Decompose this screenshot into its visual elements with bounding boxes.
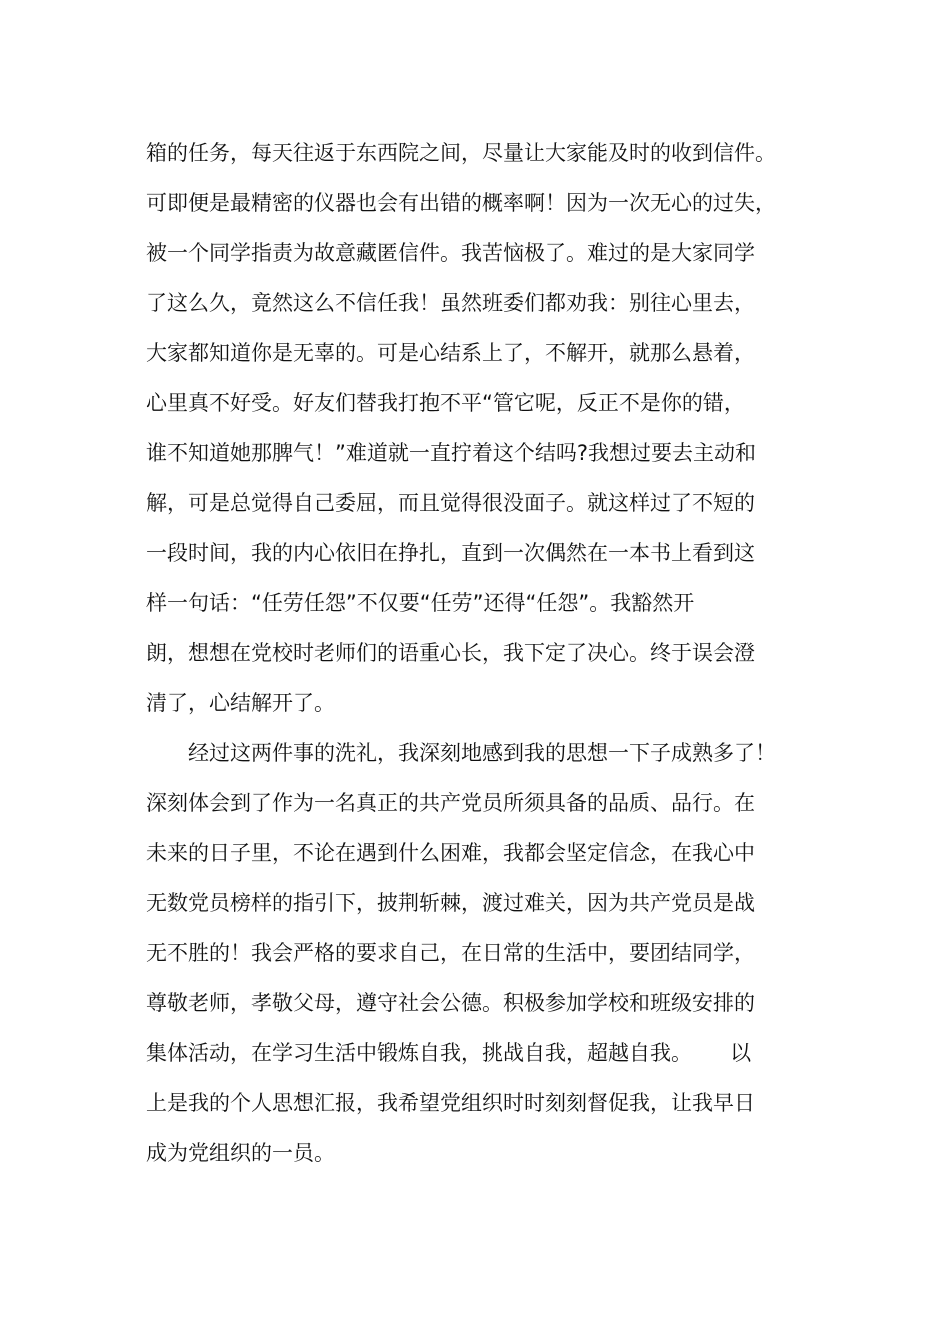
text-line: 了这么久，竟然这么不信任我！虽然班委们都劝我：别往心里去，: [146, 291, 755, 315]
text-line: 成为党组织的一员。: [146, 1141, 335, 1165]
text-line: 被一个同学指责为故意藏匿信件。我苦恼极了。难过的是大家同学: [146, 241, 755, 265]
text-line: 样一句话：“任劳任怨”不仅要“任劳”还得“任怨”。我豁然开: [146, 591, 695, 615]
text-line: 上是我的个人思想汇报，我希望党组织时时刻刻督促我，让我早日: [146, 1091, 755, 1115]
text-line: 朗，想想在党校时老师们的语重心长，我下定了决心。终于误会澄: [146, 641, 755, 665]
text-line: 深刻体会到了作为一名真正的共产党员所须具备的品质、品行。在: [146, 791, 755, 815]
text-line: 解，可是总觉得自己委屈，而且觉得很没面子。就这样过了不短的: [146, 491, 755, 515]
text-line: 心里真不好受。好友们替我打抱不平“管它呢，反正不是你的错，: [146, 391, 745, 415]
paragraph-2: [146, 728, 836, 1178]
text-line: 无不胜的！我会严格的要求自己，在日常的生活中，要团结同学，: [146, 941, 755, 965]
text-line: 未来的日子里，不论在遇到什么困难，我都会坚定信念，在我心中: [146, 841, 755, 865]
text-line: 尊敬老师，孝敬父母，遵守社会公德。积极参加学校和班级安排的: [146, 991, 755, 1015]
text-line: 可即便是最精密的仪器也会有出错的概率啊！因为一次无心的过失，: [146, 191, 776, 215]
text-line: 箱的任务，每天往返于东西院之间，尽量让大家能及时的收到信件。: [146, 141, 776, 165]
body-text: [146, 128, 836, 1178]
text-line: 无数党员榜样的指引下，披荆斩棘，渡过难关，因为共产党员是战: [146, 891, 755, 915]
text-line: 一段时间，我的内心依旧在挣扎，直到一次偶然在一本书上看到这: [146, 541, 755, 565]
text-line: 大家都知道你是无辜的。可是心结系上了，不解开，就那么悬着，: [146, 341, 755, 365]
text-line: 谁不知道她那脾气！”难道就一直拧着这个结吗?我想过要去主动和: [146, 441, 757, 465]
paragraph-1: [146, 128, 836, 728]
text-line: 清了，心结解开了。: [146, 691, 335, 715]
text-line: 经过这两件事的洗礼，我深刻地感到我的思想一下子成熟多了！: [146, 741, 776, 765]
text-line: 集体活动，在学习生活中锻炼自我，挑战自我，超越自我。 以: [146, 1041, 752, 1065]
